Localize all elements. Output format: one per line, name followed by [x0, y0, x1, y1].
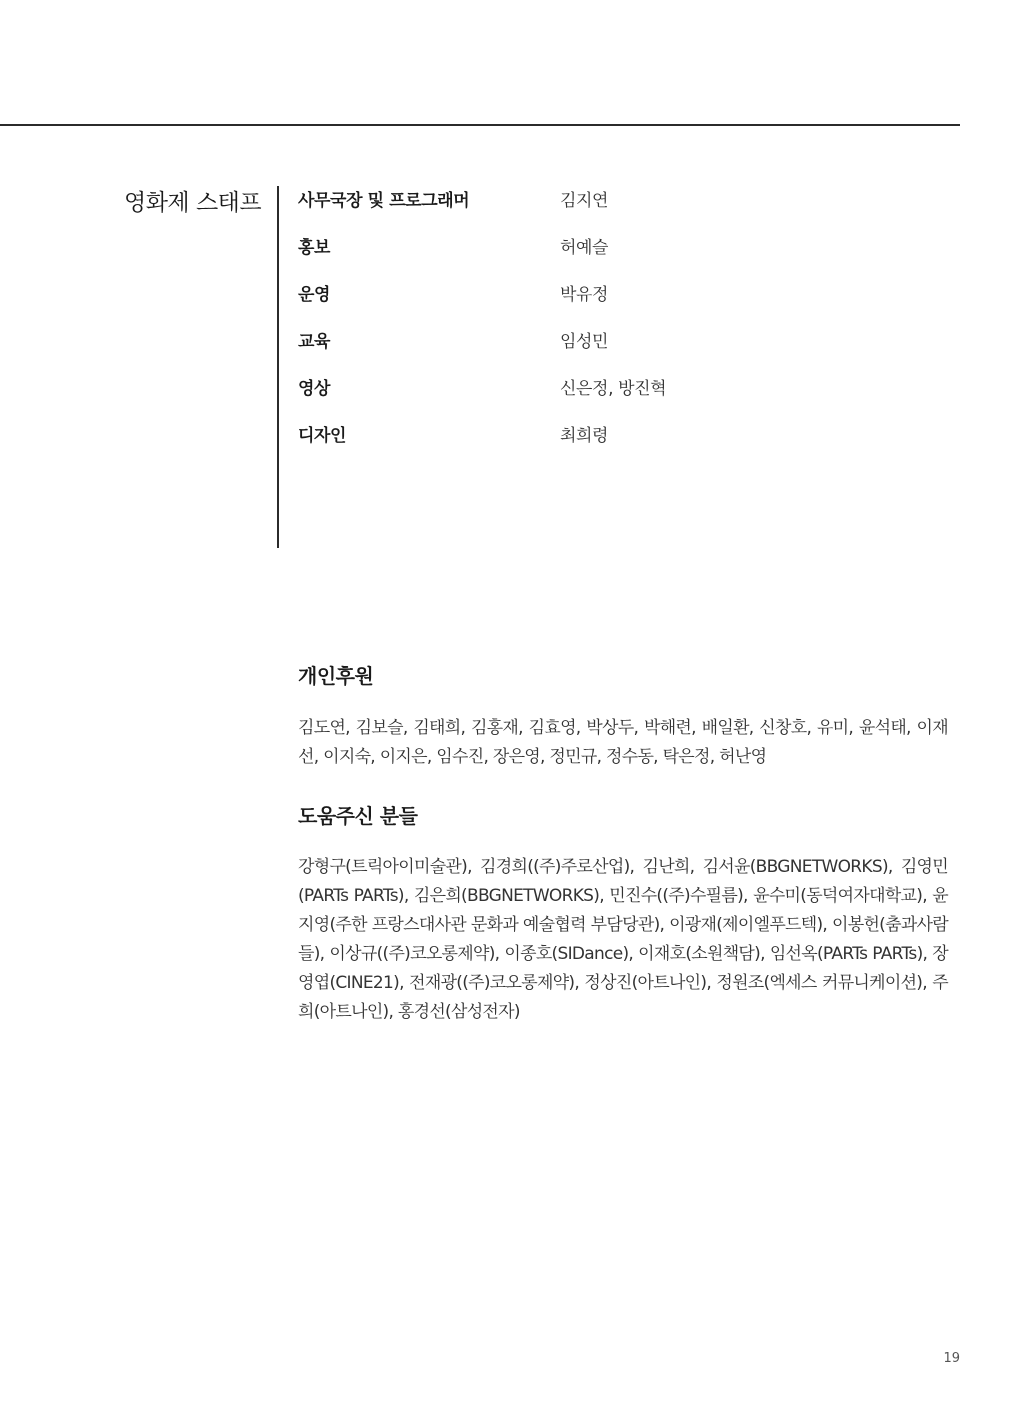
staff-name: 최희령: [560, 426, 609, 446]
staff-name: 허예슬: [560, 238, 609, 258]
staff-name: 박유정: [560, 285, 609, 305]
staff-row: [298, 374, 938, 421]
staff-role: 홍보: [298, 238, 331, 258]
staff-role: 영상: [298, 379, 331, 399]
staff-name: 임성민: [560, 332, 609, 352]
staff-row: [298, 186, 938, 233]
helpers-title: 도움주신 분들: [298, 804, 418, 828]
page-number: 19: [943, 1351, 960, 1366]
individual-sponsors-title: 개인후원: [298, 664, 374, 688]
staff-role: 교육: [298, 332, 331, 352]
festival-staff-title: 영화제 스태프: [124, 190, 262, 216]
vertical-divider: [277, 186, 279, 548]
staff-row: [298, 327, 938, 374]
helpers-list: 강형구(트릭아이미술관), 김경희((주)주로산업), 김난희, 김서윤(BBGNETWORKS), 김영민(PARTs PARTs), 김은희(BBGNETWORKS), 민진수((주)수필름), 윤수미(동덕여자대학교), 윤지영(주한 프랑스대사관 문화과 예술협력 부담당관), 이광재(제이엘푸드텍), 이봉헌(춤과사람들), 이상규((주)코오롱제약), 이종호(SIDance), 이재호(소원책담), 임선옥(PARTs PARTs), 장영엽(CINE21), 전재광((주)코오롱제약), 정상진(아트나인), 정원조(엑세스 커뮤니케이션), 주희(아트나인), 홍경선(삼성전자): [298, 857, 948, 1022]
top-divider: [0, 124, 960, 126]
staff-role: 운영: [298, 285, 331, 305]
staff-row: [298, 233, 938, 280]
staff-row: [298, 280, 938, 327]
staff-name: 신은정, 방진혁: [560, 379, 667, 399]
staff-role: 사무국장 및 프로그래머: [298, 191, 470, 211]
staff-role: 디자인: [298, 426, 347, 446]
staff-name: 김지연: [560, 191, 609, 211]
staff-row: [298, 421, 938, 468]
staff-list: [298, 186, 938, 468]
individual-sponsors-list: 김도연, 김보슬, 김태희, 김홍재, 김효영, 박상두, 박해련, 배일환, 신창호, 유미, 윤석태, 이재선, 이지숙, 이지은, 임수진, 장은영, 정민규, 정수동, 탁은정, 허난영: [298, 718, 948, 767]
